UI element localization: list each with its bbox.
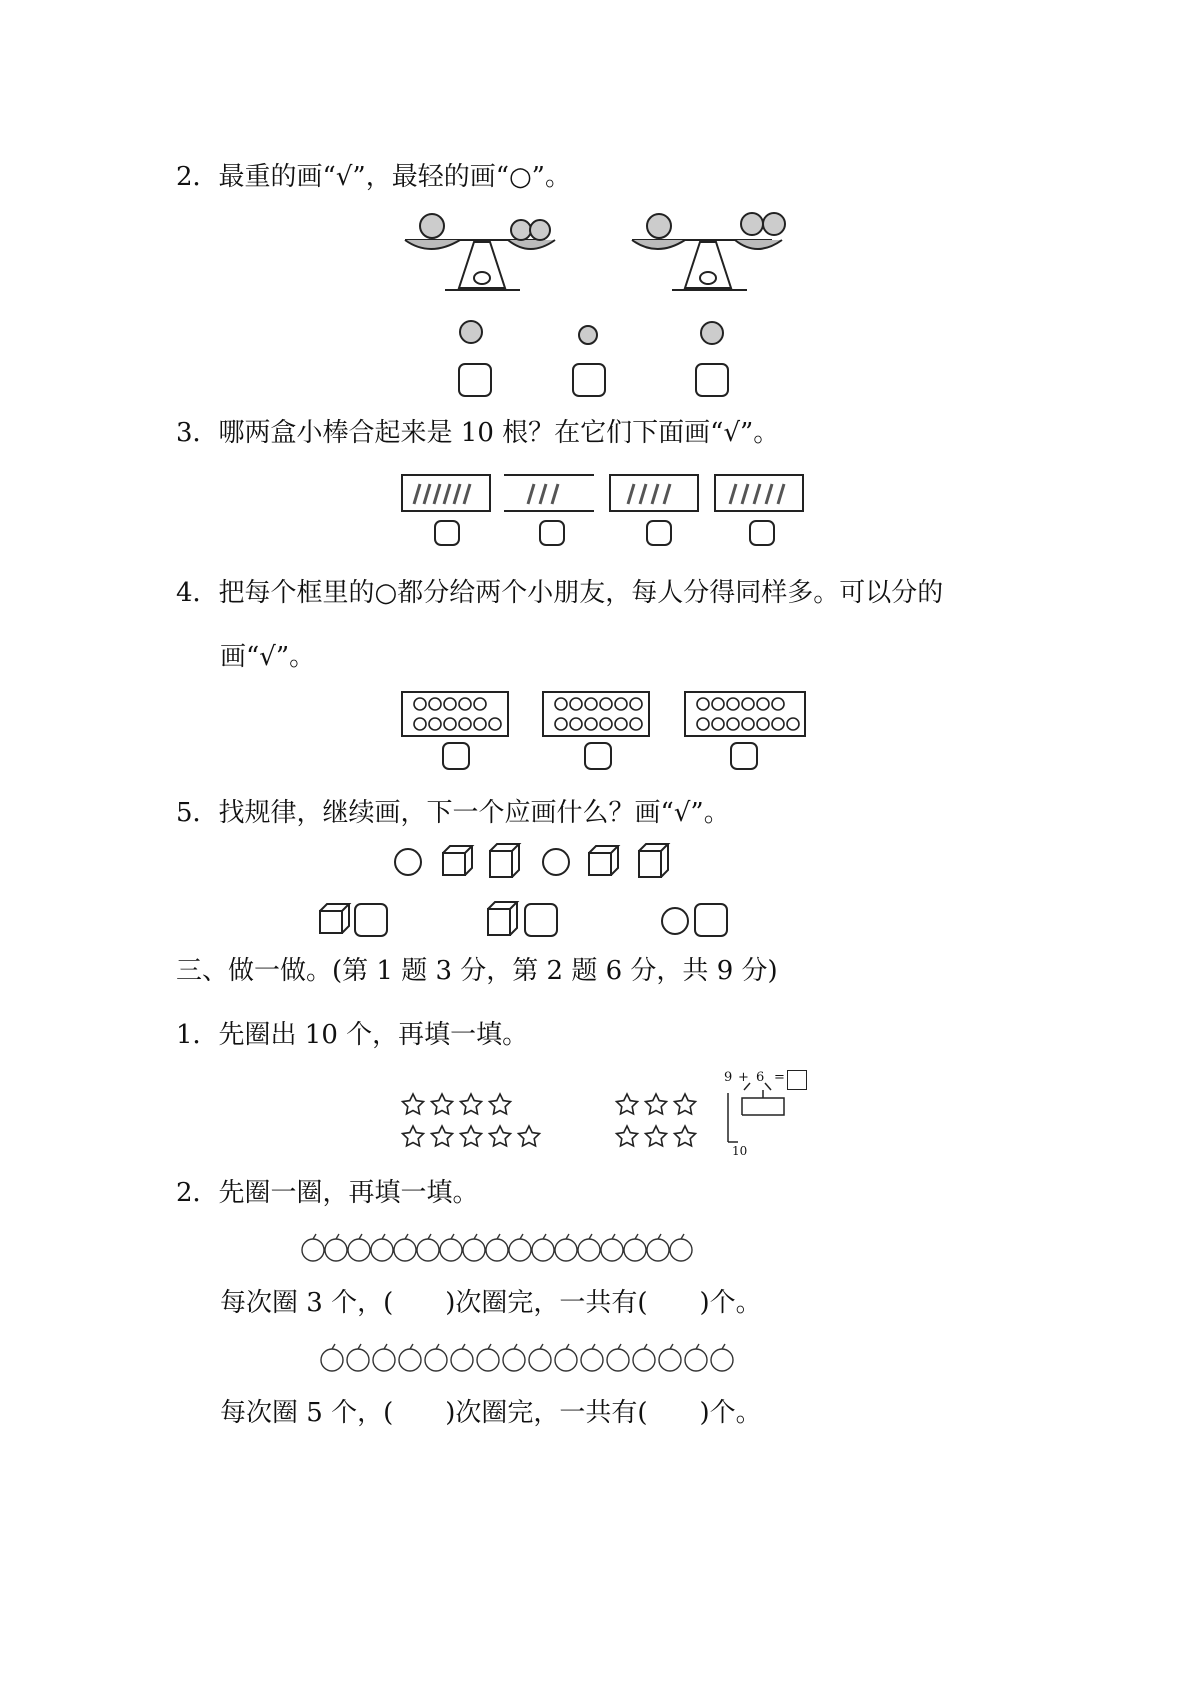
equation-plus: + — [738, 1070, 749, 1085]
q4-line2: 画“√”。 — [220, 642, 316, 672]
s3q2-line1: 每次圈 3 个，( )次圈完，一共有( )个。 — [220, 1288, 762, 1318]
s3q2-line2: 每次圈 5 个，( )次圈完，一共有( )个。 — [220, 1398, 762, 1428]
equation-ten: 10 — [732, 1144, 748, 1158]
equation-b: 6 — [756, 1070, 765, 1085]
equation-a: 9 — [724, 1070, 733, 1085]
s3q1-text: 1．先圈出 10 个，再填一填。 — [176, 1020, 529, 1050]
s3q2-text: 2．先圈一圈，再填一填。 — [176, 1178, 479, 1208]
q5-text: 5．找规律，继续画，下一个应画什么？画“√”。 — [176, 798, 730, 828]
q3-text: 3．哪两盒小棒合起来是 10 根？在它们下面画“√”。 — [176, 418, 780, 448]
equation-equals: = — [774, 1070, 785, 1085]
q2-text: 2．最重的画“√”，最轻的画“○”。 — [176, 162, 571, 192]
q4-line1: 4．把每个框里的○都分给两个小朋友，每人分得同样多。可以分的 — [176, 578, 944, 608]
section3-title: 三、做一做。(第 1 题 3 分，第 2 题 6 分，共 9 分) — [176, 956, 778, 986]
